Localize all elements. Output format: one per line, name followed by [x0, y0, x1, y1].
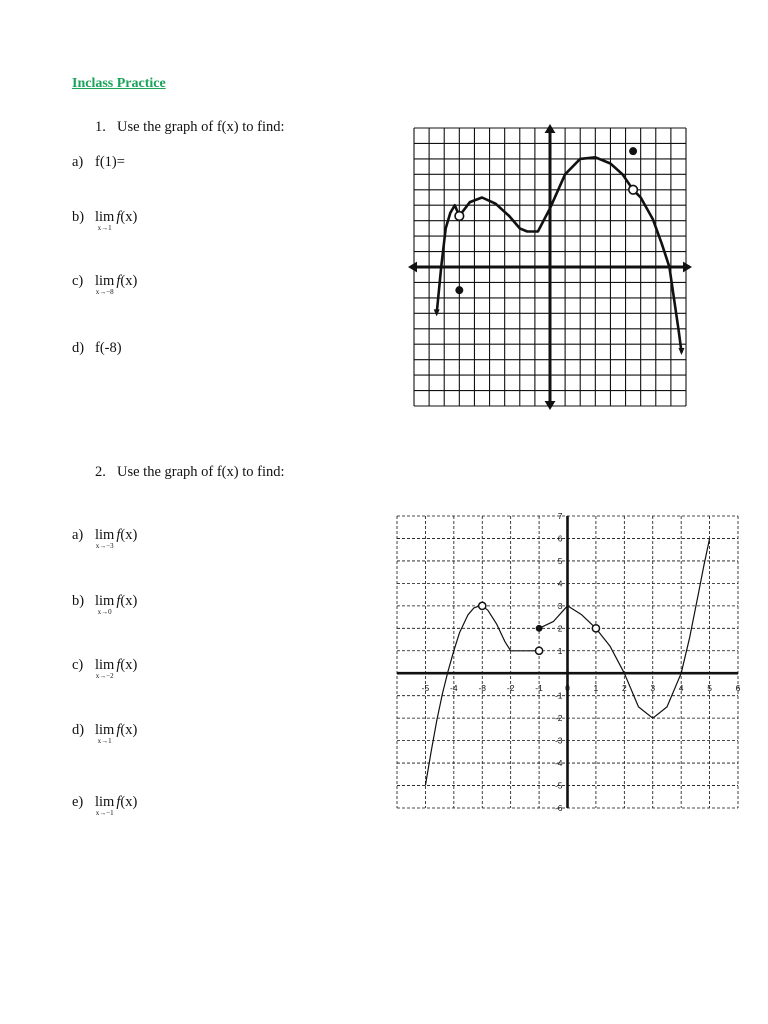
- function-name: f: [116, 794, 121, 810]
- y-tick-label: 5: [557, 555, 563, 566]
- limit-subscript: x→−3: [95, 542, 114, 550]
- x-axis-right-arrow: [683, 262, 692, 273]
- axes: [397, 516, 738, 808]
- q1-item-c: [72, 273, 138, 296]
- open-point: [455, 212, 464, 221]
- function-name: f: [116, 209, 121, 225]
- function-curve: [434, 157, 685, 355]
- limit-expression: [95, 273, 115, 296]
- question-2-title: [95, 464, 285, 481]
- y-tick-label: -2: [554, 713, 563, 724]
- curve-segment: [681, 539, 709, 674]
- function-name: f: [116, 657, 121, 673]
- function-arg: (x): [120, 593, 138, 609]
- limit-expression: [95, 794, 115, 817]
- y-tick-label: 4: [557, 578, 563, 589]
- limit-subscript: x→1: [97, 224, 112, 232]
- graph-2: [392, 510, 744, 816]
- curve-segment: [482, 606, 510, 651]
- lim-word: lim: [95, 722, 115, 738]
- limit-subscript: x→1: [97, 737, 112, 745]
- lim-word: lim: [95, 593, 115, 609]
- item-text: f(1)=: [95, 154, 125, 170]
- question-1-title: [95, 119, 285, 136]
- q1-item-a: [72, 154, 125, 171]
- curve-segment: [539, 606, 567, 629]
- limit-expression: [95, 527, 115, 550]
- tick-labels: [422, 511, 741, 813]
- function-expression: [116, 593, 137, 609]
- function-name: f: [116, 593, 121, 609]
- x-tick-label: -3: [478, 683, 487, 694]
- x-tick-label: 5: [707, 683, 712, 694]
- points: [479, 602, 600, 654]
- function-expression: [116, 722, 137, 738]
- x-axis-left-arrow: [408, 262, 417, 273]
- function-arg: (x): [120, 273, 138, 289]
- y-tick-label: -4: [554, 758, 563, 769]
- x-tick-label: 2: [621, 683, 627, 694]
- function-name: f: [116, 527, 121, 543]
- open-point: [479, 602, 486, 609]
- q2-item-c: [72, 657, 138, 680]
- y-tick-label: 2: [557, 623, 563, 634]
- x-tick-label: -1: [535, 683, 543, 694]
- y-tick-label: 1: [557, 645, 563, 656]
- q2-item-a: [72, 527, 138, 550]
- q2-item-b: [72, 593, 138, 616]
- function-expression: [116, 209, 137, 225]
- open-point: [629, 185, 638, 194]
- x-tick-label: -5: [421, 683, 430, 694]
- item-label: d): [72, 340, 85, 356]
- limit-subscript: x→−2: [95, 672, 114, 680]
- limit-subscript: x→0: [97, 608, 112, 616]
- curve-segment: [459, 157, 681, 352]
- q1-item-d: [72, 340, 122, 357]
- function-expression: [116, 657, 137, 673]
- limit-expression: [95, 593, 115, 616]
- limit-expression: [95, 722, 115, 745]
- y-tick-label: -1: [554, 690, 563, 701]
- page-heading: Inclass Practice: [72, 76, 166, 91]
- lim-word: lim: [95, 273, 115, 289]
- item-label: e): [72, 794, 84, 810]
- function-name: f: [116, 273, 121, 289]
- limit-subscript: x→−1: [95, 809, 114, 817]
- item-label: c): [72, 273, 84, 289]
- lim-word: lim: [95, 209, 115, 225]
- curve-segment: [568, 606, 596, 629]
- y-tick-label: 7: [557, 511, 563, 521]
- lim-word: lim: [95, 657, 115, 673]
- x-tick-label: 4: [678, 683, 684, 694]
- question-1-number: 1.: [95, 119, 106, 135]
- x-tick-label: -2: [506, 683, 515, 694]
- item-text: f(-8): [95, 340, 122, 356]
- closed-point: [629, 147, 637, 155]
- x-tick-label: 3: [650, 683, 656, 694]
- y-tick-label: -6: [554, 803, 563, 813]
- lim-word: lim: [95, 527, 115, 543]
- x-tick-label: -4: [450, 683, 458, 694]
- q2-item-e: [72, 794, 138, 817]
- question-1-prompt: Use the graph of f(x) to find:: [117, 119, 285, 135]
- question-2-number: 2.: [95, 464, 106, 480]
- limit-subscript: x→−8: [95, 288, 114, 296]
- item-label: b): [72, 209, 85, 225]
- y-tick-label: 3: [557, 600, 563, 611]
- function-arg: (x): [120, 722, 138, 738]
- item-label: b): [72, 593, 85, 609]
- open-point: [592, 625, 599, 632]
- function-arg: (x): [120, 657, 138, 673]
- closed-point: [455, 286, 463, 294]
- function-name: f: [116, 722, 121, 738]
- function-expression: [116, 527, 137, 543]
- axes: [408, 124, 692, 410]
- graph-1: [400, 120, 700, 415]
- open-point: [535, 647, 542, 654]
- item-label: a): [72, 527, 84, 543]
- x-tick-label: 6: [735, 683, 741, 694]
- y-tick-label: 6: [557, 533, 563, 544]
- limit-expression: [95, 657, 115, 680]
- item-label: d): [72, 722, 85, 738]
- function-arg: (x): [120, 527, 138, 543]
- curve-segment: [437, 205, 460, 313]
- item-label: a): [72, 154, 84, 170]
- function-arg: (x): [120, 794, 138, 810]
- q2-item-d: [72, 722, 138, 745]
- function-arg: (x): [120, 209, 138, 225]
- y-tick-label: -3: [554, 735, 563, 746]
- q1-item-b: [72, 209, 138, 232]
- y-tick-label: -5: [554, 780, 563, 791]
- x-tick-label: 1: [593, 683, 599, 694]
- question-2-prompt: Use the graph of f(x) to find:: [117, 464, 285, 480]
- closed-point: [536, 625, 543, 632]
- item-label: c): [72, 657, 84, 673]
- function-expression: [116, 273, 137, 289]
- curve-end-arrow: [678, 348, 684, 355]
- x-tick-label: 0: [565, 683, 570, 694]
- function-expression: [116, 794, 137, 810]
- lim-word: lim: [95, 794, 115, 810]
- limit-expression: [95, 209, 115, 232]
